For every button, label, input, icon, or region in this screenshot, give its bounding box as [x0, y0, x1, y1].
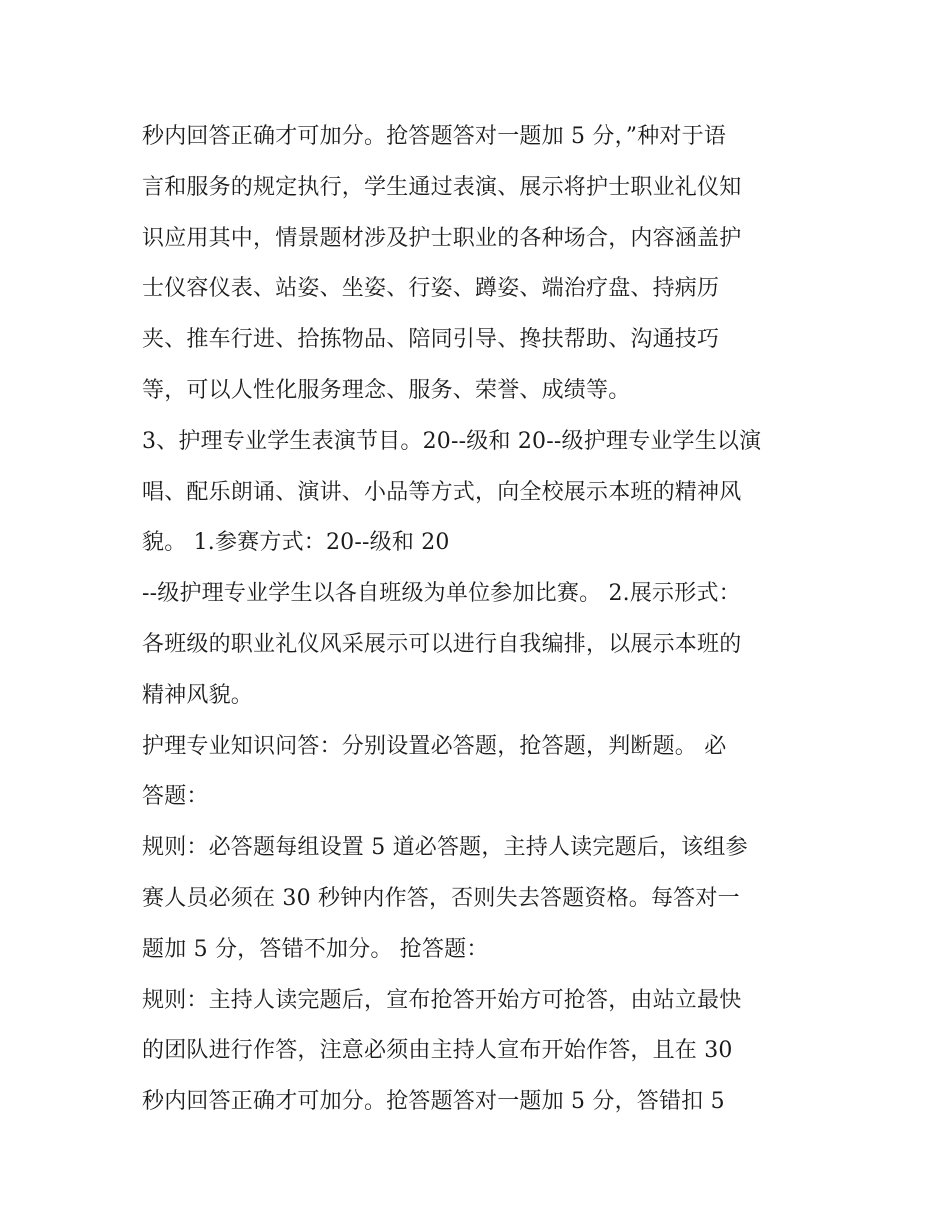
text-line: 3、护理专业学生表演节目。20--级和 20--级护理专业学生以演: [142, 428, 762, 454]
text-line: 识应用其中，情景题材涉及护士职业的各种场合，内容涵盖护: [142, 225, 742, 251]
text-line: 规则：主持人读完题后，宣布抢答开始方可抢答，由站立最快: [142, 987, 742, 1013]
text-line: 秒内回答正确才可加分。抢答题答对一题加 5 分，”种对于语: [142, 124, 727, 149]
text-line: 精神风貌。: [142, 682, 254, 708]
text-line: 貌。 1.参赛方式：20--级和 20: [142, 530, 450, 556]
text-line: 题加 5 分，答错不加分。 抢答题：: [142, 936, 489, 962]
text-line: 规则：必答题每组设置 5 道必答题，主持人读完题后，该组参: [142, 835, 748, 861]
text-line: 秒内回答正确才可加分。抢答题答对一题加 5 分，答错扣 5: [142, 1089, 725, 1115]
text-line: 答题：: [142, 784, 209, 810]
text-line: 的团队进行作答，注意必须由主持人宣布开始作答，且在 30: [142, 1038, 733, 1064]
text-line: 士仪容仪表、站姿、坐姿、行姿、蹲姿、端治疗盘、持病历: [142, 276, 720, 302]
text-line: 等，可以人性化服务理念、服务、荣誉、成绩等。: [142, 377, 631, 403]
text-line: 赛人员必须在 30 秒钟内作答，否则失去答题资格。每答对一: [142, 885, 740, 911]
text-line: --级护理专业学生以各自班级为单位参加比赛。 2.展示形式：: [142, 581, 741, 607]
text-line: 护理专业知识问答：分别设置必答题，抢答题，判断题。 必: [142, 733, 727, 759]
text-line: 唱、配乐朗诵、演讲、小品等方式，向全校展示本班的精神风: [142, 479, 742, 505]
document-body: [142, 112, 822, 1128]
text-line: 言和服务的规定执行，学生通过表演、展示将护士职业礼仪知: [142, 174, 742, 200]
text-line: 夹、推车行进、拾拣物品、陪同引导、搀扶帮助、沟通技巧: [142, 327, 720, 353]
text-line: 各班级的职业礼仪风采展示可以进行自我编排，以展示本班的: [142, 631, 742, 657]
